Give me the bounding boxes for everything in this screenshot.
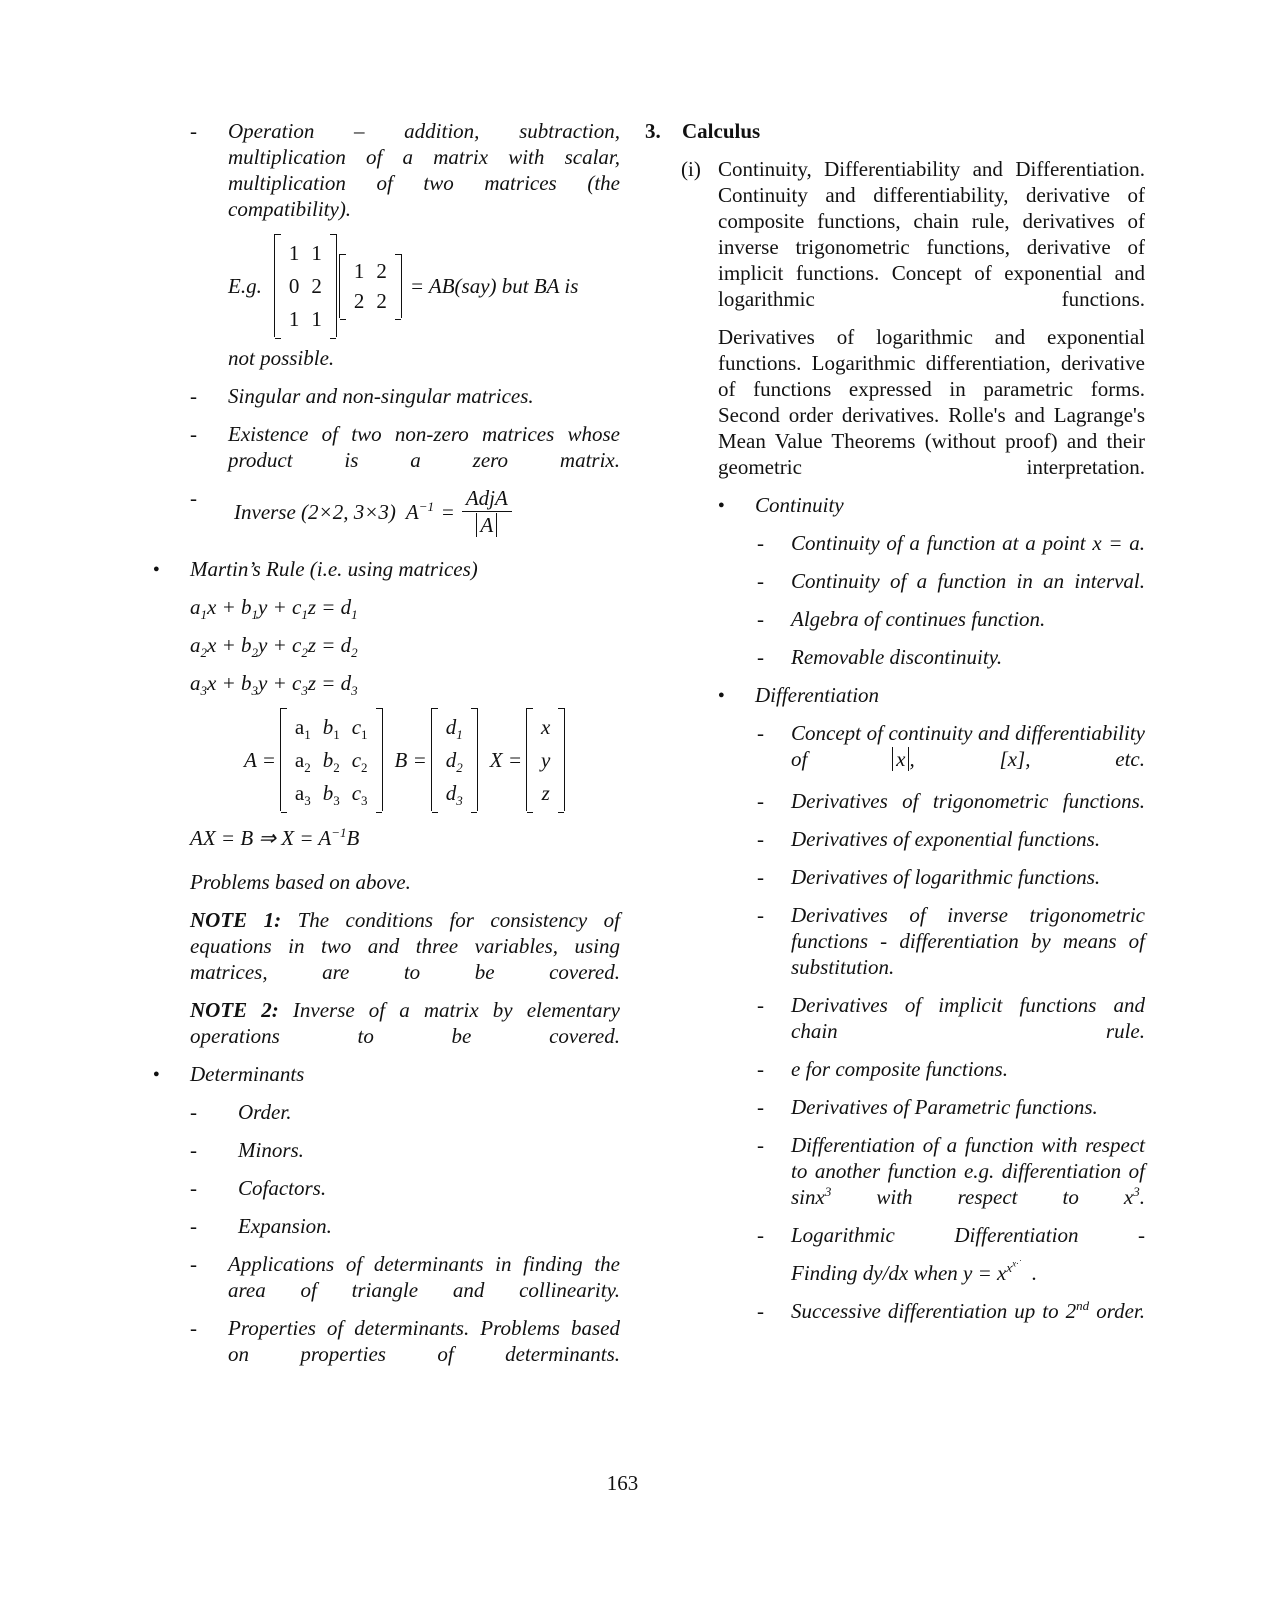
solution-exp: −1 xyxy=(331,825,347,840)
a-matrix-cell: $a_2$ xyxy=(294,747,311,775)
equation-1 xyxy=(150,594,620,623)
eg-matrix-product xyxy=(150,234,620,337)
eq2-c: y + c xyxy=(258,633,302,657)
eg-matrix-b-row xyxy=(348,256,393,286)
a-matrix-cell: $c_1$ xyxy=(351,714,368,742)
eg-matrix-a-row xyxy=(283,236,328,269)
existence-text: Existence of two non-zero matrices whose product is a zero matrix. xyxy=(228,422,620,472)
determinants: ● Determinants xyxy=(150,1061,620,1087)
applications-text: Applications of determinants in finding the area of triangle and collinearity. xyxy=(228,1252,620,1302)
a-matrix-cell: $b_2$ xyxy=(322,747,340,775)
diff-9 xyxy=(645,1132,1145,1210)
existence-item xyxy=(150,421,620,473)
diff11-sup: nd xyxy=(1076,1298,1090,1313)
diff9-a: Differentiation of a function with respect to another function e.g. differentiation of sinx xyxy=(791,1133,1145,1209)
eg-matrix-a-cell: 2 xyxy=(311,273,322,298)
diff2-text: Derivatives of trigonometric functions. xyxy=(791,789,1145,813)
eg-matrix-a xyxy=(274,234,337,337)
diff-7: - e for composite functions. xyxy=(645,1056,1145,1082)
a-matrix-cell: $a_3$ xyxy=(294,780,311,808)
eq2-ci: 2 xyxy=(301,645,308,661)
cont-1 xyxy=(645,530,1145,556)
eq3-bi: 3 xyxy=(251,683,258,699)
x-matrix-row xyxy=(535,743,556,776)
cont1-text: Continuity of a function at a point x = a. xyxy=(791,531,1145,555)
cont-2 xyxy=(645,568,1145,594)
eg-matrix-a-cell: 0 xyxy=(288,273,300,298)
diff10-a: - Logarithmic Differentiation - xyxy=(791,1223,1145,1247)
eq3-di: 3 xyxy=(351,683,358,699)
eq3-b: x + b xyxy=(207,671,252,695)
eg-matrix-b-cell: 2 xyxy=(353,288,365,313)
properties-text: Properties of determinants. Problems based on properties of determinants. xyxy=(228,1316,620,1366)
diff9-sup1: 3 xyxy=(824,1184,832,1199)
inverse-a: A xyxy=(405,499,419,524)
differentiation-heading: ● Differentiation xyxy=(645,682,1145,708)
eg-matrix-b-cell: 2 xyxy=(376,288,387,313)
diff10-exp xyxy=(1006,1260,1021,1275)
eq2-bi: 2 xyxy=(251,645,258,661)
b-label: B = xyxy=(394,747,427,772)
x-label: X = xyxy=(489,747,523,772)
a-matrix xyxy=(280,708,383,811)
diff9-b: with respect to x xyxy=(831,1185,1134,1209)
b-matrix-cell: $d_1$ xyxy=(445,714,463,742)
eq1-a: a xyxy=(190,595,201,619)
diff9-c: . xyxy=(1139,1185,1145,1209)
a-matrix-cell: $b_3$ xyxy=(322,780,340,808)
section-number: 3. xyxy=(645,119,661,143)
b-matrix xyxy=(431,708,478,811)
note2-text: Inverse of a matrix by elementary operations to be covered. xyxy=(190,998,620,1048)
diff1-a: Concept of continuity and differentiability of xyxy=(791,721,1145,771)
eq3-c: y + c xyxy=(258,671,302,695)
eg-matrix-b-row xyxy=(348,286,393,316)
a-matrix-row xyxy=(289,710,374,743)
b-matrix-row xyxy=(440,776,469,809)
x-matrix-row xyxy=(535,710,556,743)
section-title: Calculus xyxy=(682,119,761,143)
cont-4: - Removable discontinuity. xyxy=(645,644,1145,670)
eg-matrix-a-cell: 1 xyxy=(311,306,322,331)
eg-result: = AB(say) but BA is xyxy=(409,273,579,298)
b-matrix-cell: $d_3$ xyxy=(445,780,463,808)
diff-2 xyxy=(645,788,1145,814)
eg-tail: not possible. xyxy=(228,346,335,370)
a-matrix-cell: $b_1$ xyxy=(322,714,340,742)
diff10-sup: x xyxy=(1006,1260,1013,1275)
left-column xyxy=(150,118,620,1379)
eq2-b: x + b xyxy=(207,633,252,657)
b-matrix-row xyxy=(440,743,469,776)
para-2: Derivatives of logarithmic and exponential functions. Logarithmic differentiation, derivative of functions expressed in parametric forms. Second order derivatives. Rolle's and Lagrange's Mean Value Theorems (without proof) and their geometric interpretation. xyxy=(718,325,1145,479)
section-heading xyxy=(645,118,1145,144)
diff11-a: Successive differentiation up to 2 xyxy=(791,1299,1077,1323)
a-matrix-cell: $c_3$ xyxy=(351,780,368,808)
right-column xyxy=(645,118,1145,1336)
diff1-abs: x xyxy=(892,747,909,771)
problems: Problems based on above. xyxy=(190,870,411,894)
x-matrix xyxy=(526,708,565,811)
diff11-b: order. xyxy=(1089,1299,1146,1323)
x-matrix-row xyxy=(535,776,556,809)
inverse-den-wrap xyxy=(462,512,512,538)
diff1-b: , [x], etc. xyxy=(909,747,1145,771)
x-matrix-cell: x xyxy=(541,714,551,739)
inverse-exp: −1 xyxy=(418,498,434,514)
diff-1 xyxy=(645,720,1145,772)
note2-label: NOTE 2: xyxy=(190,998,279,1022)
diff-11 xyxy=(645,1298,1145,1324)
applications-item xyxy=(150,1251,620,1303)
a-matrix-row xyxy=(289,743,374,776)
operation-item xyxy=(150,118,620,222)
properties-item xyxy=(150,1315,620,1367)
note-1 xyxy=(150,907,620,985)
eq1-bi: 1 xyxy=(251,607,258,623)
expansion-item: - Expansion. xyxy=(150,1213,620,1239)
solution-end: B xyxy=(346,826,360,850)
eq3-ai: 3 xyxy=(200,683,207,699)
para-1: Continuity, Differentiability and Differentiation. Continuity and differentiability, derivative of composite functions, chain rule, derivatives of inverse trigonometric functions, derivative of implicit functions. Concept of exponential and logarithmic functions. xyxy=(718,157,1145,311)
roman-numeral: (i) xyxy=(681,157,701,181)
eq2-ai: 2 xyxy=(200,645,207,661)
note-2 xyxy=(150,997,620,1049)
a-matrix-row xyxy=(289,776,374,809)
eq1-ci: 1 xyxy=(301,607,308,623)
eg-matrix-a-row xyxy=(283,269,328,302)
eq1-d: z = d xyxy=(307,595,352,619)
eg-label: E.g. xyxy=(228,273,262,298)
diff-4: - Derivatives of logarithmic functions. xyxy=(645,864,1145,890)
x-matrix-cell: z xyxy=(541,780,550,805)
eg-matrix-b-cell: 2 xyxy=(376,258,387,283)
subsection-i xyxy=(645,156,1145,312)
minors-item: - Minors. xyxy=(150,1137,620,1163)
diff-10 xyxy=(645,1222,1145,1286)
eg-matrix-a-cell: 1 xyxy=(288,240,300,265)
x-matrix-cell: y xyxy=(541,747,551,772)
inverse-eq: = xyxy=(442,499,454,524)
diff10-b: Finding dy/dx when y = xyxy=(791,1261,992,1285)
inverse-fraction xyxy=(462,485,512,538)
order-item: - Order. xyxy=(150,1099,620,1125)
diff6-text: Derivatives of implicit functions and chain rule. xyxy=(791,993,1145,1043)
eq3-a: a xyxy=(190,671,201,695)
equation-2 xyxy=(150,632,620,661)
b-matrix-row xyxy=(440,710,469,743)
eq2-a: a xyxy=(190,633,201,657)
martin-matrices xyxy=(150,708,620,811)
singular-item: - Singular and non-singular matrices. xyxy=(150,383,620,409)
inverse-item xyxy=(150,485,620,538)
inverse-den: A xyxy=(476,513,497,537)
diff-3: - Derivatives of exponential functions. xyxy=(645,826,1145,852)
diff-6 xyxy=(645,992,1145,1044)
note1-text: The conditions for consistency of equations in two and three variables, using matrices, are to be covered. xyxy=(190,908,620,984)
martin-rule: ● Martin’s Rule (i.e. using matrices) xyxy=(150,556,620,582)
cofactors-item: - Cofactors. xyxy=(150,1175,620,1201)
diff-5 xyxy=(645,902,1145,980)
eq1-di: 1 xyxy=(351,607,358,623)
operation-text: Operation – addition, subtraction, multiplication of a matrix with scalar, multiplication of two matrices (the compatibility). xyxy=(228,119,620,221)
eg-matrix-a-row xyxy=(283,302,328,335)
cont-3: - Algebra of continues function. xyxy=(645,606,1145,632)
a-matrix-cell: $c_2$ xyxy=(351,747,368,775)
eg-matrix-a-cell: 1 xyxy=(288,306,300,331)
diff9-sup2: 3 xyxy=(1133,1184,1140,1199)
diff10-x: x xyxy=(997,1261,1007,1285)
equation-3 xyxy=(150,670,620,699)
eq2-d: z = d xyxy=(307,633,352,657)
eq1-b: x + b xyxy=(207,595,252,619)
a-label: A = xyxy=(244,747,276,772)
diff10-end: . xyxy=(1031,1261,1038,1285)
page-number: 163 xyxy=(606,1471,639,1495)
eq3-d: z = d xyxy=(307,671,352,695)
inverse-num: AdjA xyxy=(462,485,512,512)
continuity-heading: ● Continuity xyxy=(645,492,1145,518)
b-matrix-cell: $d_2$ xyxy=(445,747,463,775)
eq2-di: 2 xyxy=(351,645,358,661)
diff10-line2 xyxy=(791,1260,1145,1286)
solution-text: AX = B ⇒ X = A xyxy=(190,826,332,850)
cont2-text: Continuity of a function in an interval. xyxy=(791,569,1145,593)
eq1-ai: 1 xyxy=(200,607,207,623)
diff-8: - Derivatives of Parametric functions. xyxy=(645,1094,1145,1120)
a-matrix-cell: $a_1$ xyxy=(294,714,311,742)
eg-matrix-b-cell: 1 xyxy=(353,258,365,283)
diff5-text: Derivatives of inverse trigonometric functions - differentiation by means of substitution. xyxy=(791,903,1145,979)
inverse-label: - Inverse (2×2, 3×3) xyxy=(234,499,396,524)
eg-matrix-b xyxy=(339,254,402,318)
inverse-lhs xyxy=(406,499,434,525)
eg-matrix-a-cell: 1 xyxy=(311,240,322,265)
solution xyxy=(150,825,620,851)
note1-label: NOTE 1: xyxy=(190,908,282,932)
eq1-c: y + c xyxy=(258,595,302,619)
diff10-supsup: x·˙ xyxy=(1012,1258,1022,1269)
eq3-ci: 3 xyxy=(301,683,308,699)
